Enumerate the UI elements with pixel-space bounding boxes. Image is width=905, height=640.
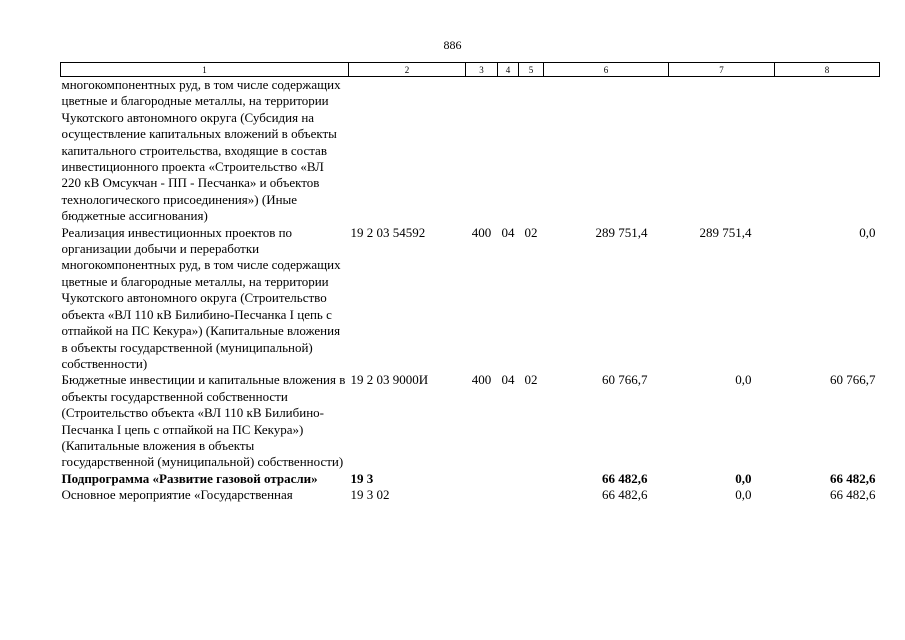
table-header-row — [61, 63, 880, 77]
row-sum-fed: 289 751,4 — [699, 224, 752, 240]
row-pr: 02 — [524, 372, 538, 388]
row-sum: 66 482,6 — [602, 487, 648, 503]
row-code: 19 3 — [350, 470, 374, 486]
row-name: Бюджетные инвестиции и капитальные вложения в объекты государственной собственности (Строительство объекта «ВЛ 110 кВ Билибино-Песчанка I цепь с отпайкой на ПС Кекура») (Капитальные вложения в объекты государственной (муниципальной) собственности) — [61, 372, 346, 470]
column-header: 5 — [519, 63, 544, 77]
row-sum-reg: 66 482,6 — [830, 487, 876, 503]
column-header: 8 — [775, 63, 880, 77]
row-rz: 04 — [501, 224, 515, 240]
column-header: 2 — [349, 63, 466, 77]
row-rz — [498, 487, 519, 503]
row-pr: 02 — [524, 224, 538, 240]
column-header: 6 — [544, 63, 669, 77]
column-header: 7 — [669, 63, 775, 77]
row-pr — [519, 77, 544, 225]
row-vr — [466, 77, 498, 225]
row-pr — [519, 471, 544, 487]
row-name: Реализация инвестиционных проектов по организации добычи и переработки многокомпонентных руд, в том числе содержащих цветные и благородные металлы, на территории Чукотского автономного округа (Строительство объекта «ВЛ 110 кВ Билибино-Песчанка I цепь с отпайкой на ПС Кекура») (Капитальные вложения в объекты государственной (муниципальной) собственности) — [61, 224, 341, 371]
row-vr: 400 — [471, 224, 492, 240]
row-code: 19 2 03 9000И — [350, 372, 429, 388]
row-sum-fed — [669, 77, 775, 225]
row-rz — [498, 77, 519, 225]
row-name: Подпрограмма «Развитие газовой отрасли» — [61, 470, 318, 486]
page-number: 886 — [443, 38, 462, 52]
row-sum: 60 766,7 — [602, 372, 648, 388]
table-row — [61, 487, 880, 503]
row-vr — [466, 471, 498, 487]
row-code: 19 3 02 — [350, 487, 390, 503]
row-pr — [519, 487, 544, 503]
table-row — [61, 225, 880, 373]
row-code: 19 2 03 54592 — [350, 224, 426, 240]
row-sum-reg: 60 766,7 — [830, 372, 876, 388]
row-sum-reg: 66 482,6 — [830, 470, 876, 486]
row-sum-reg — [775, 77, 880, 225]
row-sum-fed: 0,0 — [735, 470, 752, 486]
column-header: 3 — [466, 63, 498, 77]
row-vr — [466, 487, 498, 503]
column-header: 1 — [61, 63, 349, 77]
budget-table — [60, 62, 880, 504]
row-sum-fed: 0,0 — [735, 487, 752, 503]
table-row-subprogram — [61, 471, 880, 487]
row-sum-fed: 0,0 — [735, 372, 752, 388]
row-sum: 66 482,6 — [602, 470, 648, 486]
row-sum: 289 751,4 — [595, 224, 648, 240]
row-vr: 400 — [471, 372, 492, 388]
row-code — [349, 77, 466, 225]
table-row — [61, 372, 880, 470]
row-sum — [544, 77, 669, 225]
row-name: многокомпонентных руд, в том числе содержащих цветные и благородные металлы, на территории Чукотского автономного округа (Субсидия на осуществление капитальных вложений в объекты капитального строительства, входящие в состав инвестиционного проекта «Строительство «ВЛ 220 кВ Омсукчан - ПП - Песчанка» и объектов технологического присоединения») (Иные бюджетные ассигнования) — [61, 77, 341, 224]
column-header: 4 — [498, 63, 519, 77]
row-rz: 04 — [501, 372, 515, 388]
row-sum-reg: 0,0 — [859, 224, 876, 240]
row-rz — [498, 471, 519, 487]
table-row — [61, 77, 880, 225]
row-name: Основное мероприятие «Государственная — [61, 487, 293, 503]
